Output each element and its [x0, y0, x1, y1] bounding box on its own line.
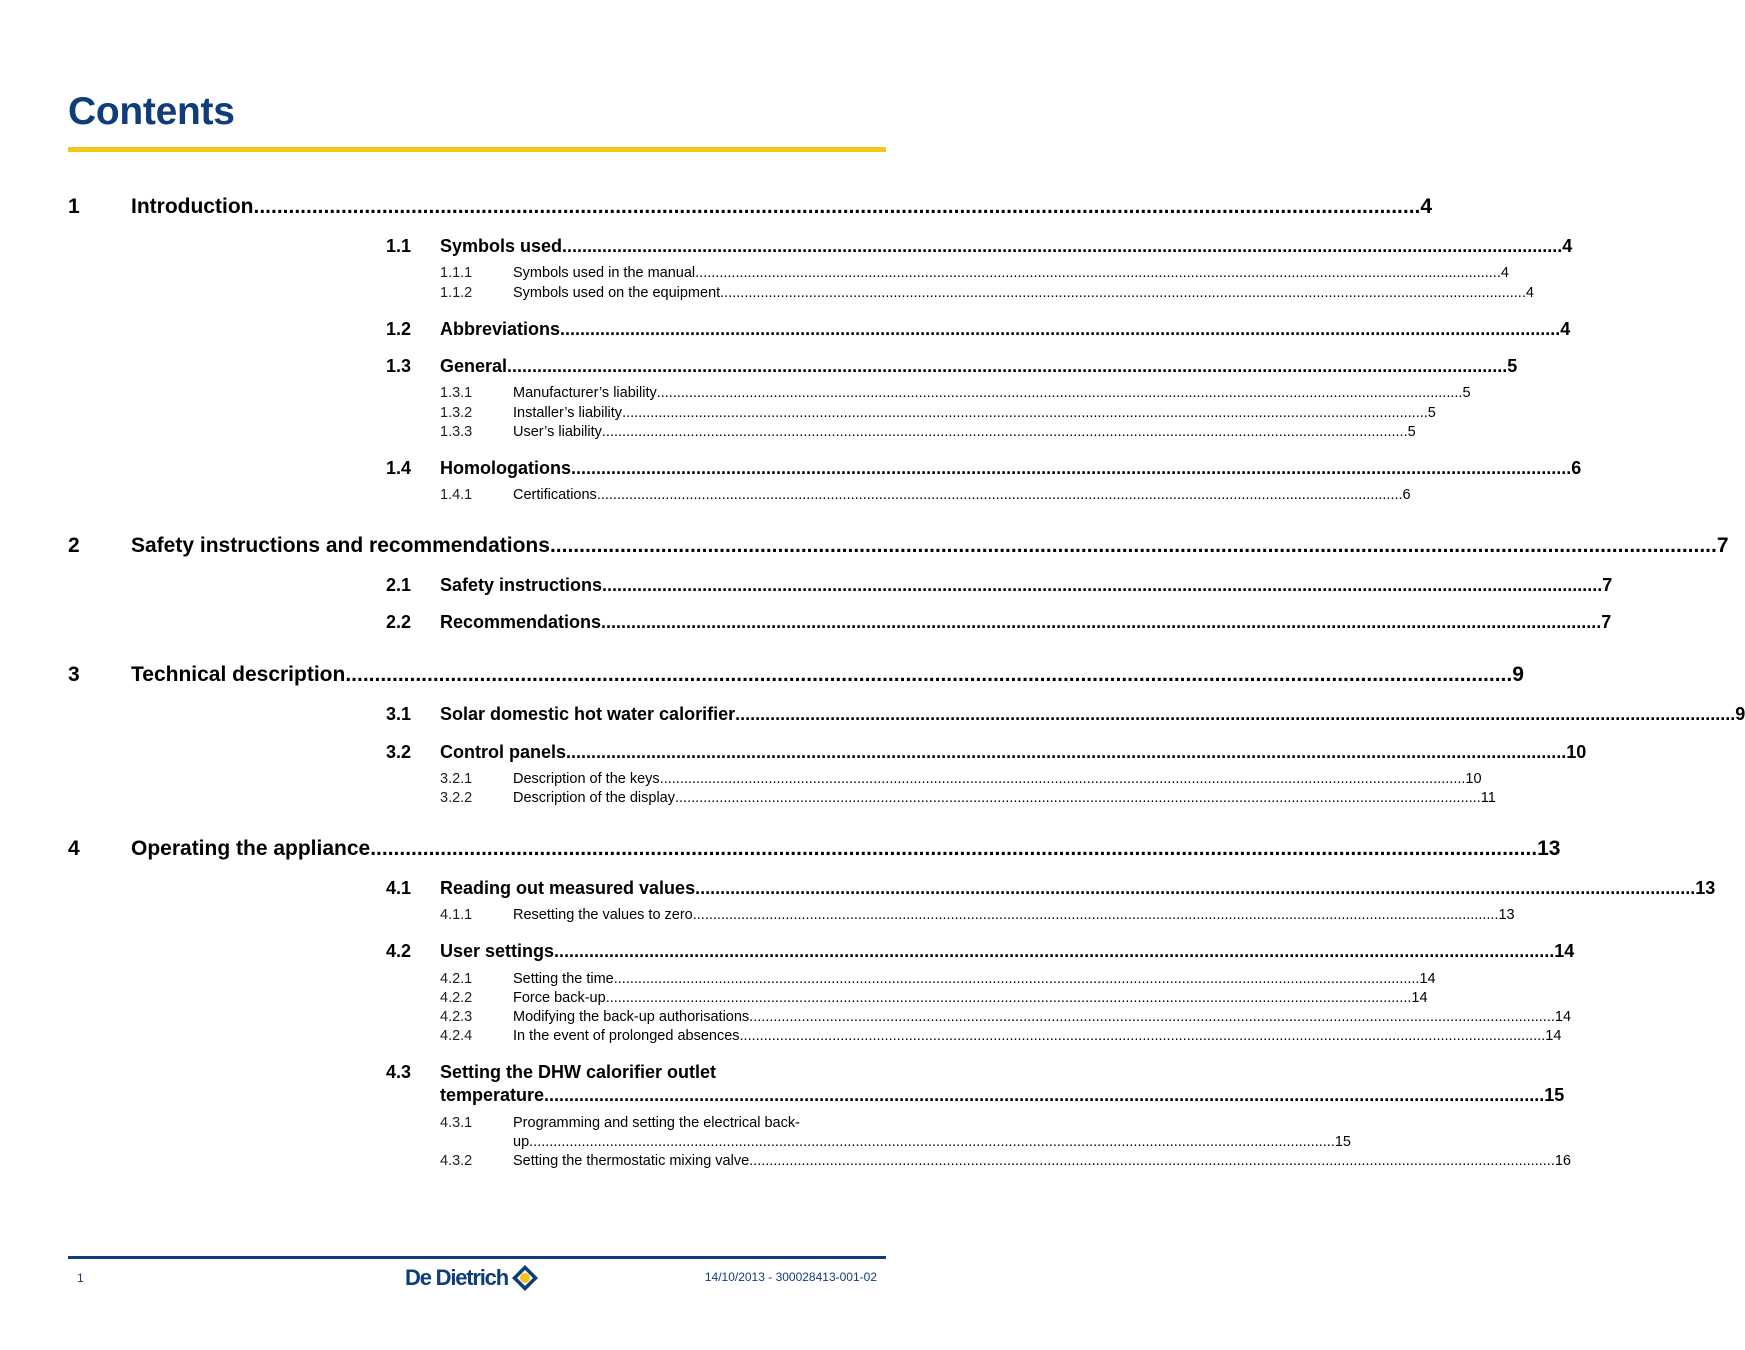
toc-label: Safety instructions [440, 575, 603, 595]
toc-page: 5 [1507, 356, 1518, 376]
toc-page: 6 [1402, 487, 1411, 503]
toc-number: 3.2.1 [440, 771, 473, 787]
toc-page: 9 [1512, 663, 1524, 686]
toc-entry-2[interactable]: 2 Safety instructions and recommendations ........................................................................................................................................................................................................ 7 [68, 534, 1729, 557]
toc-page: 4 [1525, 285, 1534, 301]
toc-number: 2.1 [386, 575, 412, 595]
diamond-logo-icon [510, 1263, 540, 1293]
toc-entry-4-2-2[interactable]: 4.2.2 Force back-up ........................................................................................................................................................................................................ 14 [440, 990, 1428, 1006]
toc-page: 9 [1735, 704, 1745, 724]
toc-number: 4.2.4 [440, 1028, 473, 1044]
toc-number: 4.2.1 [440, 971, 473, 987]
toc-label: Recommendations [440, 612, 602, 632]
toc-number: 3.2 [386, 742, 412, 762]
toc-page: 14 [1554, 1009, 1572, 1025]
toc-page: 7 [1601, 612, 1612, 632]
toc-page: 15 [1334, 1134, 1351, 1150]
toc-number: 1.3.3 [440, 424, 473, 440]
toc-entry-3-2-1[interactable]: 3.2.1 Description of the keys ........................................................................................................................................................................................................ 10 [440, 771, 1482, 787]
toc-page: 15 [1544, 1085, 1565, 1105]
toc-page: 14 [1554, 941, 1575, 961]
toc-page: 13 [1498, 907, 1515, 923]
toc-label: Manufacturer’s liability [513, 385, 657, 401]
toc-number: 2 [68, 534, 80, 557]
toc-number: 4.3 [386, 1062, 412, 1082]
toc-label: Installer’s liability [513, 405, 623, 421]
toc-page: 7 [1602, 575, 1613, 595]
toc-entry-4-3[interactable]: 4.3 temperature ........................................................................................................................................................................................................ 15 [386, 1062, 1565, 1105]
toc-label: Operating the appliance [131, 837, 371, 860]
toc-page: 11 [1480, 790, 1496, 806]
brand-logo [405, 1262, 540, 1294]
toc-label: Symbols used in the manual [513, 265, 696, 281]
toc-entry-1-1[interactable]: 1.1 Symbols used ........................................................................................................................................................................................................ 4 [386, 236, 1573, 256]
toc-entry-4-1[interactable]: 4.1 Reading out measured values ........................................................................................................................................................................................................ 13 [386, 878, 1716, 898]
toc-page: 4 [1560, 319, 1571, 339]
toc-page: 4 [1500, 265, 1509, 281]
toc-entry-4-2-3[interactable]: 4.2.3 Modifying the back-up authorisations ........................................................................................................................................................................................................ 14 [440, 1009, 1572, 1025]
toc-number: 4.3.1 [440, 1115, 473, 1131]
toc-number: 4 [68, 837, 80, 860]
toc-number: 1.3.1 [440, 385, 473, 401]
title-underline [68, 147, 886, 152]
toc-entry-1-3-3[interactable]: 1.3.3 User’s liability ........................................................................................................................................................................................................ 5 [440, 424, 1416, 440]
toc-entry-1-1-1[interactable]: 1.1.1 Symbols used in the manual ........................................................................................................................................................................................................ 4 [440, 265, 1509, 281]
toc-entry-1-1-2[interactable]: 1.1.2 Symbols used on the equipment ........................................................................................................................................................................................................ 4 [440, 285, 1534, 301]
toc-label: Homologations [440, 458, 571, 478]
toc-entry-4-3-1[interactable]: 4.3.1 up ........................................................................................................................................................................................................ 15 [440, 1115, 1351, 1150]
toc-entry-3-2-2[interactable]: 3.2.2 Description of the display ........................................................................................................................................................................................................ 11 [440, 790, 1496, 806]
toc-label: Technical description [131, 663, 346, 686]
toc-page: 5 [1427, 405, 1436, 421]
toc-number: 3.1 [386, 704, 412, 724]
toc-label: Force back-up [513, 990, 606, 1006]
toc-page: 14 [1411, 990, 1428, 1006]
toc-page: 16 [1554, 1153, 1571, 1169]
toc-number: 1.4 [386, 458, 412, 478]
toc-entry-2-1[interactable]: 2.1 Safety instructions ........................................................................................................................................................................................................ 7 [386, 575, 1613, 595]
toc-page: 14 [1545, 1028, 1562, 1044]
toc-entry-4-1-1[interactable]: 4.1.1 Resetting the values to zero ........................................................................................................................................................................................................ 13 [440, 907, 1515, 923]
toc-entry-4-2-4[interactable]: 4.2.4 In the event of prolonged absences ........................................................................................................................................................................................................ 14 [440, 1028, 1562, 1044]
toc-page: 4 [1420, 195, 1433, 218]
toc-entry-1-3-1[interactable]: 1.3.1 Manufacturer’s liability ........................................................................................................................................................................................................ 5 [440, 385, 1471, 401]
toc-label-line1: Setting the DHW calorifier outlet [440, 1062, 717, 1082]
toc-number: 4.3.2 [440, 1153, 473, 1169]
toc-entry-1-2[interactable]: 1.2 Abbreviations ........................................................................................................................................................................................................ 4 [386, 319, 1571, 339]
toc-label: Solar domestic hot water calorifier [440, 704, 736, 724]
toc-entry-1-4[interactable]: 1.4 Homologations ........................................................................................................................................................................................................ 6 [386, 458, 1582, 478]
toc-page: 10 [1566, 742, 1587, 762]
toc-number: 2.2 [386, 612, 412, 632]
toc-label: In the event of prolonged absences [513, 1028, 740, 1044]
toc-page: 5 [1462, 385, 1471, 401]
toc-entry-2-2[interactable]: 2.2 Recommendations ........................................................................................................................................................................................................ 7 [386, 612, 1612, 632]
toc-number: 1.1 [386, 236, 412, 256]
toc-label: Symbols used on the equipment [513, 285, 721, 301]
toc-entry-1-4-1[interactable]: 1.4.1 Certifications ........................................................................................................................................................................................................ 6 [440, 487, 1411, 503]
toc-label: Control panels [440, 742, 567, 762]
toc-entry-3[interactable]: 3 Technical description ........................................................................................................................................................................................................ 9 [68, 663, 1524, 686]
toc-page: 7 [1716, 534, 1729, 557]
toc-page: 10 [1465, 771, 1482, 787]
toc-entry-4-2-1[interactable]: 4.2.1 Setting the time ........................................................................................................................................................................................................ 14 [440, 971, 1436, 987]
toc-page: 4 [1562, 236, 1573, 256]
footer-page-number: 1 [77, 1271, 84, 1285]
toc-number: 4.2.2 [440, 990, 473, 1006]
page-title: Contents [68, 90, 235, 133]
toc-entry-4-3-2[interactable]: 4.3.2 Setting the thermostatic mixing valve ........................................................................................................................................................................................................ 16 [440, 1153, 1571, 1169]
toc-number: 3.2.2 [440, 790, 473, 806]
toc-label: Description of the keys [513, 771, 660, 787]
toc-label: Certifications [513, 487, 597, 503]
toc-page: 14 [1419, 971, 1436, 987]
toc-number: 4.2.3 [440, 1009, 473, 1025]
toc-entry-1[interactable]: 1 Introduction ........................................................................................................................................................................................................ 4 [68, 195, 1433, 218]
toc-page: 5 [1407, 424, 1416, 440]
toc-label: Modifying the back-up authorisations [513, 1009, 750, 1025]
toc-label: Reading out measured values [440, 878, 696, 898]
toc-number: 1.3.2 [440, 405, 473, 421]
toc-entry-1-3-2[interactable]: 1.3.2 Installer’s liability ........................................................................................................................................................................................................ 5 [440, 405, 1436, 421]
toc-label: up [513, 1134, 530, 1150]
toc-entry-3-2[interactable]: 3.2 Control panels ........................................................................................................................................................................................................ 10 [386, 742, 1587, 762]
toc-number: 1.1.2 [440, 285, 473, 301]
toc-label: Abbreviations [440, 319, 561, 339]
logo-text: De Dietrich [405, 1265, 508, 1290]
toc-number: 4.1.1 [440, 907, 473, 923]
toc-label: General [440, 356, 508, 376]
toc-number: 1.1.1 [440, 265, 473, 281]
toc-label: Resetting the values to zero [513, 907, 693, 923]
toc-number: 4.1 [386, 878, 412, 898]
toc-label: Description of the display [513, 790, 675, 806]
toc-label: Introduction [131, 195, 254, 218]
toc-label: User settings [440, 941, 555, 961]
toc-label: Setting the thermostatic mixing valve [513, 1153, 750, 1169]
toc-number: 4.2 [386, 941, 412, 961]
toc-number: 1.3 [386, 356, 412, 376]
footer-rule [68, 1256, 886, 1259]
toc-page: 13 [1537, 837, 1561, 860]
toc-label: temperature [440, 1085, 545, 1105]
toc-label: Setting the time [513, 971, 614, 987]
toc-number: 1.4.1 [440, 487, 473, 503]
toc-entry-4-2[interactable]: 4.2 User settings ........................................................................................................................................................................................................ 14 [386, 941, 1575, 961]
toc-label: User’s liability [513, 424, 602, 440]
toc-label-line1: Programming and setting the electrical back- [513, 1115, 800, 1131]
document-reference: 14/10/2013 - 300028413-001-02 [704, 1270, 877, 1284]
toc-entry-4[interactable]: 4 Operating the appliance ........................................................................................................................................................................................................ 13 [68, 837, 1561, 860]
toc-label: Safety instructions and recommendations [131, 534, 550, 557]
toc-entry-1-3[interactable]: 1.3 General ........................................................................................................................................................................................................ 5 [386, 356, 1518, 376]
toc-label: Symbols used [440, 236, 563, 256]
toc-number: 3 [68, 663, 80, 686]
toc-page: 6 [1571, 458, 1582, 478]
toc-number: 1.2 [386, 319, 412, 339]
toc-number: 1 [68, 195, 80, 218]
toc-page: 13 [1695, 878, 1716, 898]
toc-entry-3-1[interactable]: 3.1 Solar domestic hot water calorifier ........................................................................................................................................................................................................ 9 [386, 704, 1745, 724]
